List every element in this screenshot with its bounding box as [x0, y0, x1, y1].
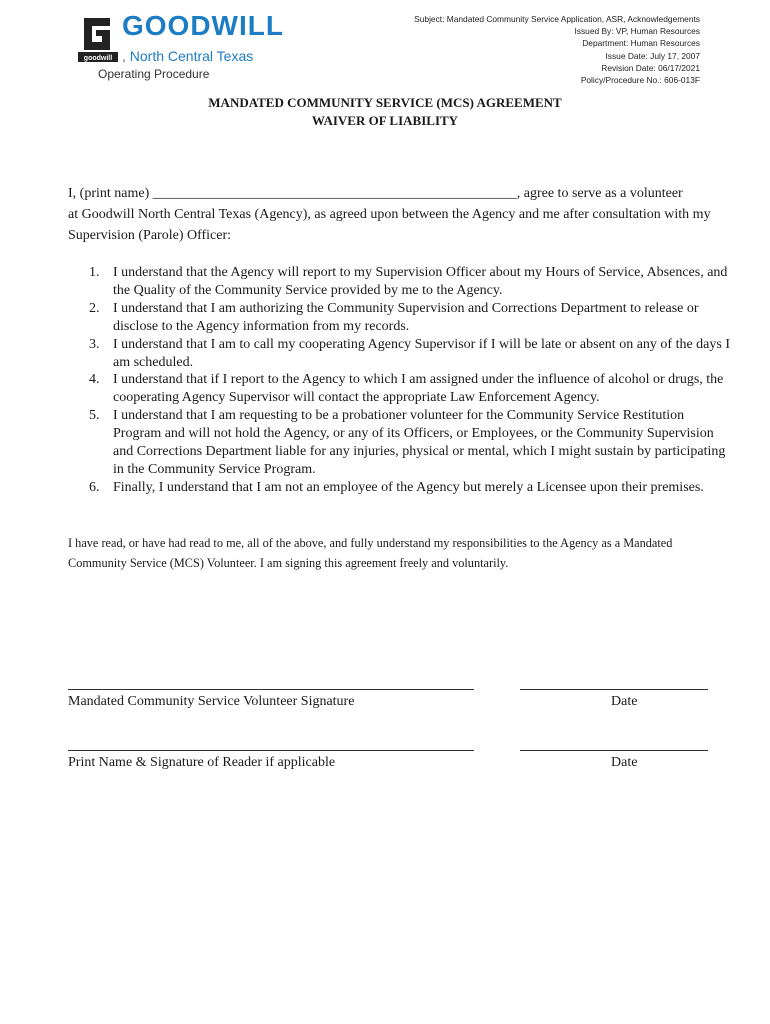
meta-department: Department: Human Resources — [582, 38, 700, 49]
document-meta — [414, 13, 700, 86]
reader-date-label: Date — [611, 755, 638, 770]
meta-subject: Subject: Mandated Community Service Application, ASR, Acknowledgements — [414, 14, 700, 24]
closing-paragraph: I have read, or have had read to me, all of the above, and fully understand my responsibilities to the Agency as a Mandated Community Service (MCS) Volunteer. I am signing this agreement freely and voluntarily. — [68, 536, 673, 570]
list-item — [68, 300, 730, 336]
list-item-text: I understand that I am authorizing the Community Supervision and Corrections Department to release or disclose to the Agency information from my records. — [113, 300, 699, 334]
goodwill-logo — [78, 10, 284, 70]
list-item-text: I understand that the Agency will report to my Supervision Officer about my Hours of Service, Absences, and the Quality of the Community Service provided by me to the Agency. — [113, 265, 728, 298]
logo-mark-text: goodwill — [83, 55, 113, 62]
list-item-text: Finally, I understand that I am not an employee of the Agency but merely a Licensee upon their premises. — [113, 479, 704, 495]
logo-wordmark: GOODWILL — [122, 10, 284, 41]
volunteer-signature-label: Mandated Community Service Volunteer Signature — [68, 694, 355, 709]
document-subtitle: WAIVER OF LIABILITY — [311, 113, 459, 128]
meta-issue-date: Issue Date: July 17, 2007 — [605, 50, 700, 61]
list-item — [68, 371, 730, 407]
agreement-list — [68, 264, 730, 497]
list-item — [68, 479, 730, 497]
list-item-number: 3. — [89, 336, 100, 352]
meta-policy-no: Policy/Procedure No.: 606-013F — [580, 75, 700, 86]
logo-subtitle: , North Central Texas — [122, 48, 254, 64]
list-item-number: 4. — [89, 372, 100, 388]
list-item-text: I understand that I am requesting to be a probationer volunteer for the Community Service Restitution Program and will not hold the Agency, or any of its Officers, or Employees, or the Community Supervision and Corrections Department liable for any injuries, physical or mental, which I might sustain by participating in the Community Service Program. — [113, 408, 726, 477]
meta-revision-date: Revision Date: 06/17/2021 — [601, 62, 700, 73]
list-item — [68, 336, 730, 372]
logo-sub-text: North Central Texas — [129, 48, 254, 64]
list-item — [68, 264, 730, 300]
volunteer-date-line[interactable] — [520, 689, 708, 690]
reader-signature-label: Print Name & Signature of Reader if applicable — [68, 755, 336, 770]
reader-signature-line[interactable] — [68, 750, 474, 751]
operating-procedure-label: Operating Procedure — [98, 67, 210, 81]
reader-date-line[interactable] — [520, 750, 708, 751]
list-item-number: 1. — [89, 265, 100, 280]
intro-paragraph — [68, 183, 730, 246]
goodwill-g-icon — [78, 12, 118, 62]
intro-text: at Goodwill North Central Texas (Agency), as agreed upon between the Agency and me after consultation with my Supervision (Parole) Officer: — [68, 207, 711, 243]
meta-issued-by: Issued By: VP, Human Resources — [574, 26, 700, 37]
intro-print-name-line: I, (print name) ____________________________________________________, agree to serve as a volunteer — [68, 186, 683, 201]
list-item-number: 5. — [89, 408, 100, 424]
volunteer-signature-line[interactable] — [68, 689, 474, 690]
list-item-number: 2. — [89, 300, 100, 316]
list-item — [68, 407, 730, 479]
document-title: MANDATED COMMUNITY SERVICE (MCS) AGREEMENT — [208, 95, 562, 110]
volunteer-date-label: Date — [611, 694, 638, 709]
list-item-number: 6. — [89, 479, 100, 495]
list-item-text: I understand that if I report to the Agency to which I am assigned under the influence of alcohol or drugs, the cooperating Agency Supervisor will contact the appropriate Law Enforcement Agency. — [113, 372, 724, 406]
list-item-text: I understand that I am to call my cooperating Agency Supervisor if I will be late or absent on any of the days I am scheduled. — [113, 336, 730, 370]
